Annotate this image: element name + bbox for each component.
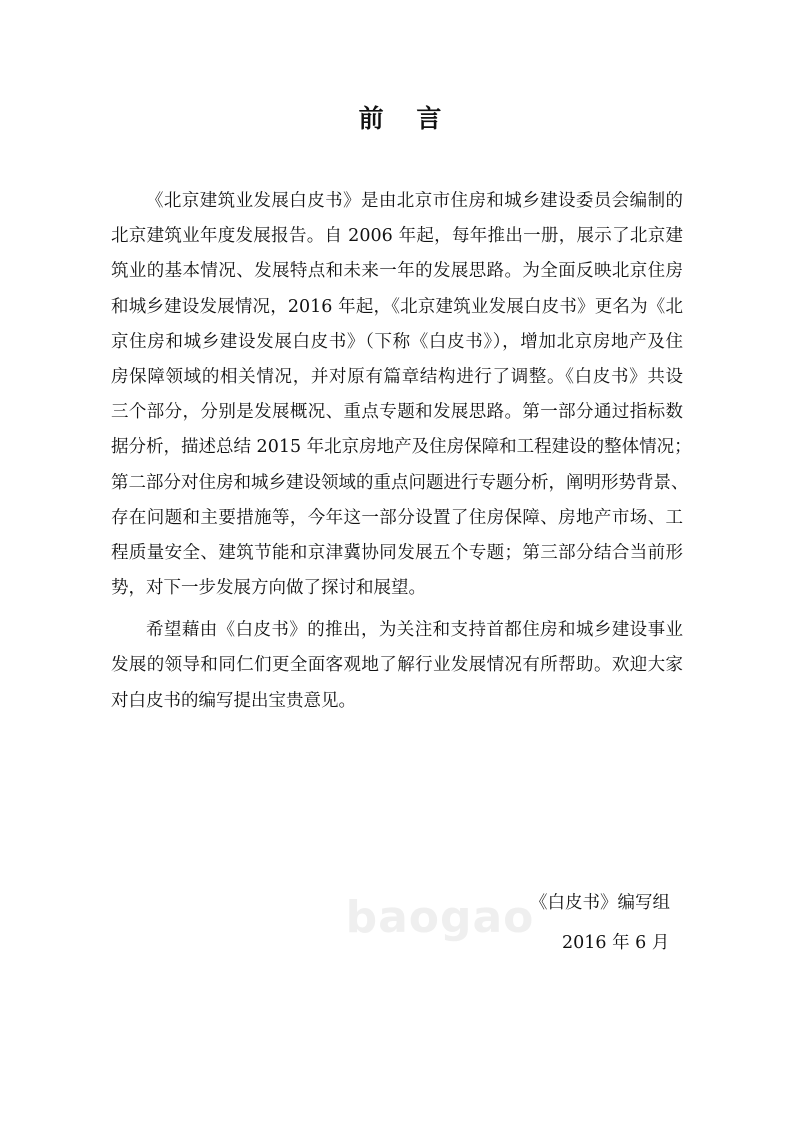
paragraph-line: 对白皮书的编写提出宝贵意见。	[111, 690, 356, 711]
paragraph-line: 三个部分，分别是发展概况、重点专题和发展思路。第一部分通过指标数	[111, 402, 683, 423]
paragraph-line: 据分析，描述总结 2015 年北京房地产及住房保障和工程建设的整体情况；	[111, 437, 692, 458]
paragraph-line: 《北京建筑业发展白皮书》是由北京市住房和城乡建设委员会编制的	[146, 191, 683, 211]
signature-block	[470, 885, 700, 961]
paragraph-line: 发展的领导和同仁们更全面客观地了解行业发展情况有所帮助。欢迎大家	[111, 655, 683, 676]
paragraph-line: 希望藉由《白皮书》的推出，为关注和支持首都住房和城乡建设事业	[146, 620, 683, 641]
paragraph-line: 存在问题和主要措施等，今年这一部分设置了住房保障、房地产市场、工	[111, 507, 683, 528]
paragraph-line: 筑业的基本情况、发展特点和未来一年的发展思路。为全面反映北京住房	[111, 261, 683, 282]
paragraph-line: 势，对下一步发展方向做了探讨和展望。	[111, 578, 426, 599]
paragraph-line: 北京建筑业年度发展报告。自 2006 年起，每年推出一册，展示了北京建	[111, 226, 683, 247]
page-title: 前 言	[358, 104, 454, 133]
paragraph-line: 和城乡建设发展情况，2016 年起，《北京建筑业发展白皮书》更名为《北	[111, 296, 683, 317]
paragraph-spacer	[111, 606, 683, 613]
paragraph-2	[111, 613, 683, 719]
paragraph-line: 程质量安全、建筑节能和京津冀协同发展五个专题；第三部分结合当前形	[111, 542, 683, 563]
paragraph-line: 房保障领域的相关情况，并对原有篇章结构进行了调整。《白皮书》共设	[111, 366, 683, 387]
preface-body	[111, 184, 692, 719]
paragraph-line: 第二部分对住房和城乡建设领域的重点问题进行专题分析，阐明形势背景、	[111, 472, 689, 493]
signature-author: 《白皮书》编写组	[530, 893, 670, 913]
paragraph-1	[111, 184, 692, 606]
signature-date: 2016 年 6 月	[562, 933, 670, 953]
paragraph-line: 京住房和城乡建设发展白皮书》（下称《白皮书》），增加北京房地产及住	[111, 331, 683, 352]
watermark-logo: baogao	[345, 892, 535, 943]
